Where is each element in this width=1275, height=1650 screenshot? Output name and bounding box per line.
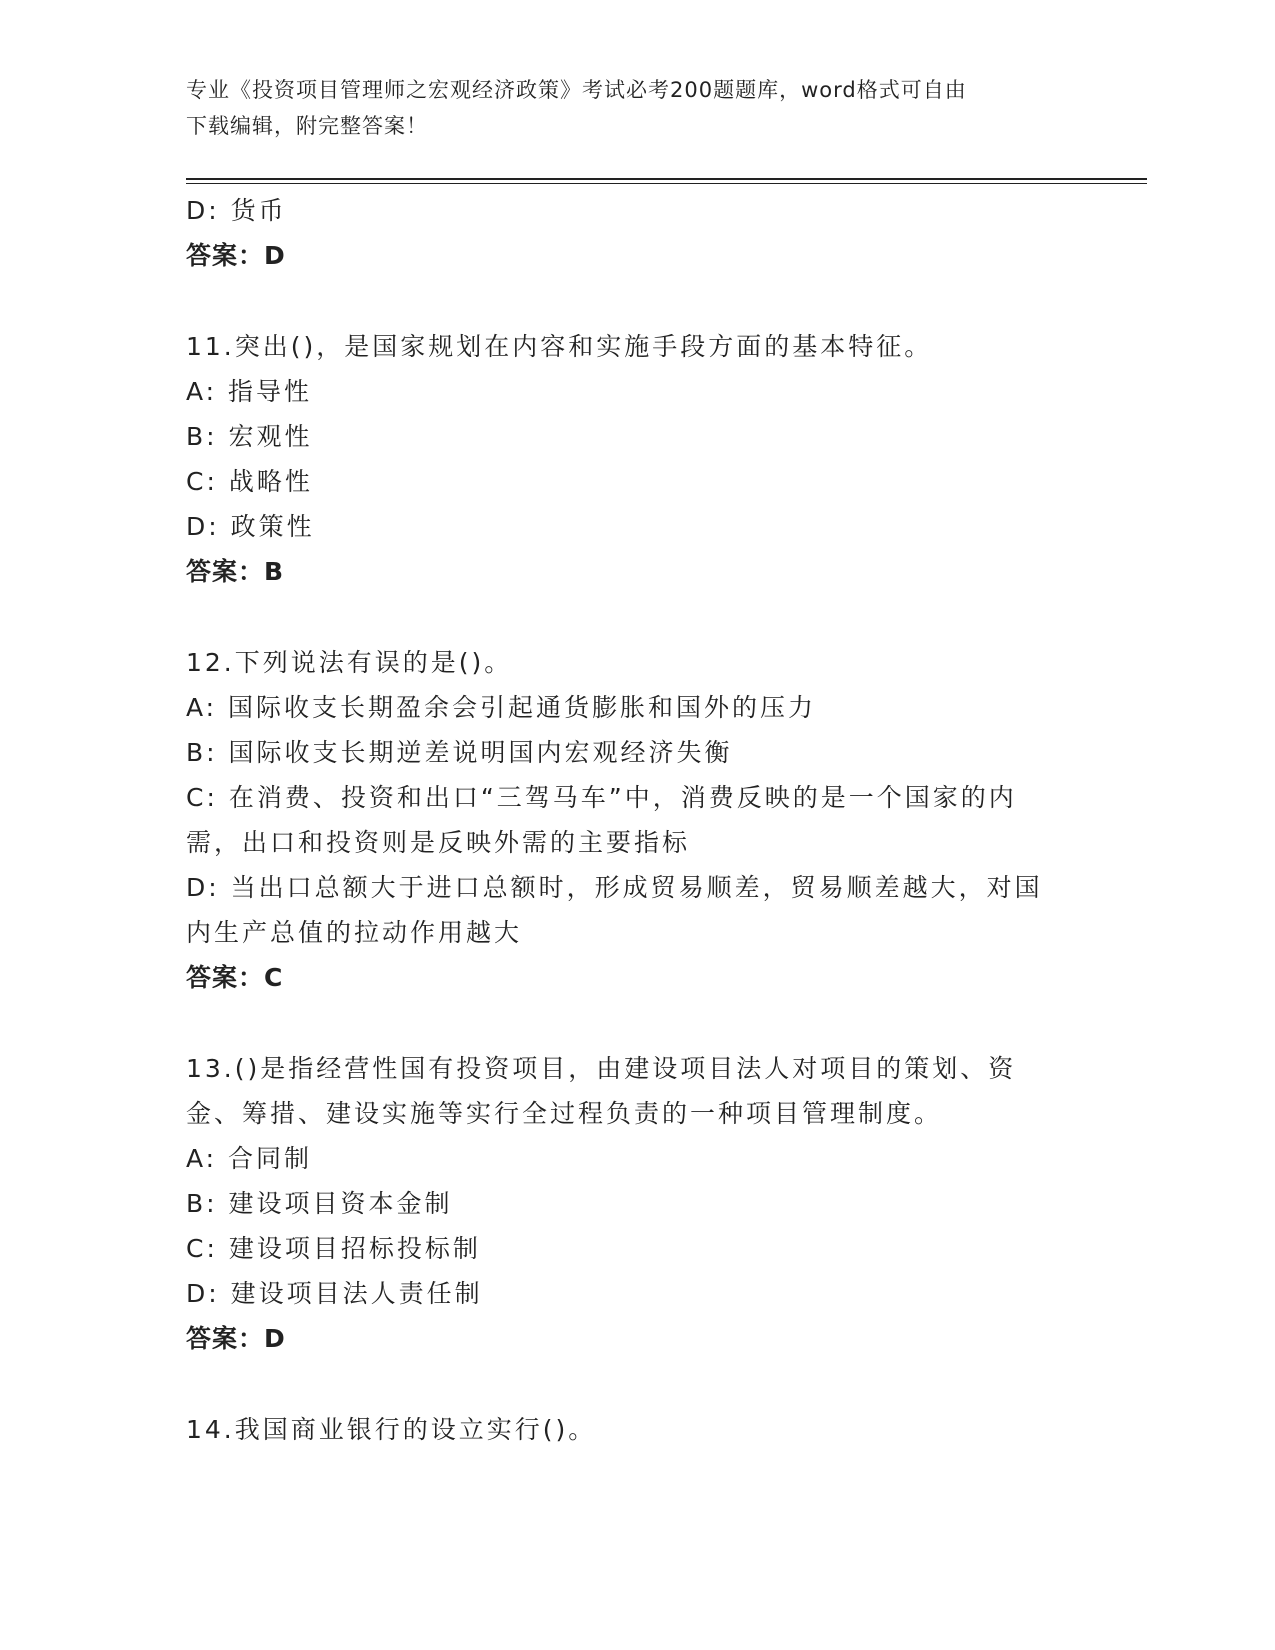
header-divider-thin [186,183,1147,184]
option-c: C: 战略性 [186,467,313,496]
document-header [186,72,1086,144]
prev-option-d: D: 货币 [186,196,287,225]
question-text: 11.突出()，是国家规划在内容和实施手段方面的基本特征。 [186,332,933,361]
question-11 [186,324,1066,594]
question-list [186,188,1066,1452]
option-d: D: 政策性 [186,512,315,541]
option-b: B: 建设项目资本金制 [186,1189,453,1218]
option-d: D: 建设项目法人责任制 [186,1279,483,1308]
question-14 [186,1407,1066,1452]
option-d: D: 当出口总额大于进口总额时，形成贸易顺差，贸易顺差越大，对国内生产总值的拉动作用越大 [186,873,1043,947]
question-text: 14.我国商业银行的设立实行()。 [186,1415,597,1444]
option-c: C: 建设项目招标投标制 [186,1234,481,1263]
answer: 答案：C [186,963,284,992]
header-title-line1: 专业《投资项目管理师之宏观经济政策》考试必考200题题库，word格式可自由 [186,78,967,102]
prev-answer: 答案：D [186,241,286,270]
header-title-line2: 下载编辑，附完整答案！ [186,114,428,138]
option-b: B: 国际收支长期逆差说明国内宏观经济失衡 [186,738,733,767]
question-13 [186,1046,1066,1361]
question-text: 12.下列说法有误的是()。 [186,648,513,677]
answer: 答案：D [186,1324,286,1353]
question-text: 13.()是指经营性国有投资项目，由建设项目法人对项目的策划、资金、筹措、建设实施等实行全过程负责的一种项目管理制度。 [186,1054,1017,1128]
option-a: A: 国际收支长期盈余会引起通货膨胀和国外的压力 [186,693,817,722]
option-a: A: 指导性 [186,377,313,406]
option-c: C: 在消费、投资和出口“三驾马车”中，消费反映的是一个国家的内需，出口和投资则是反映外需的主要指标 [186,783,1017,857]
option-b: B: 宏观性 [186,422,313,451]
question-12 [186,640,1066,1000]
option-a: A: 合同制 [186,1144,313,1173]
answer: 答案：B [186,557,285,586]
header-divider-thick [186,178,1147,180]
